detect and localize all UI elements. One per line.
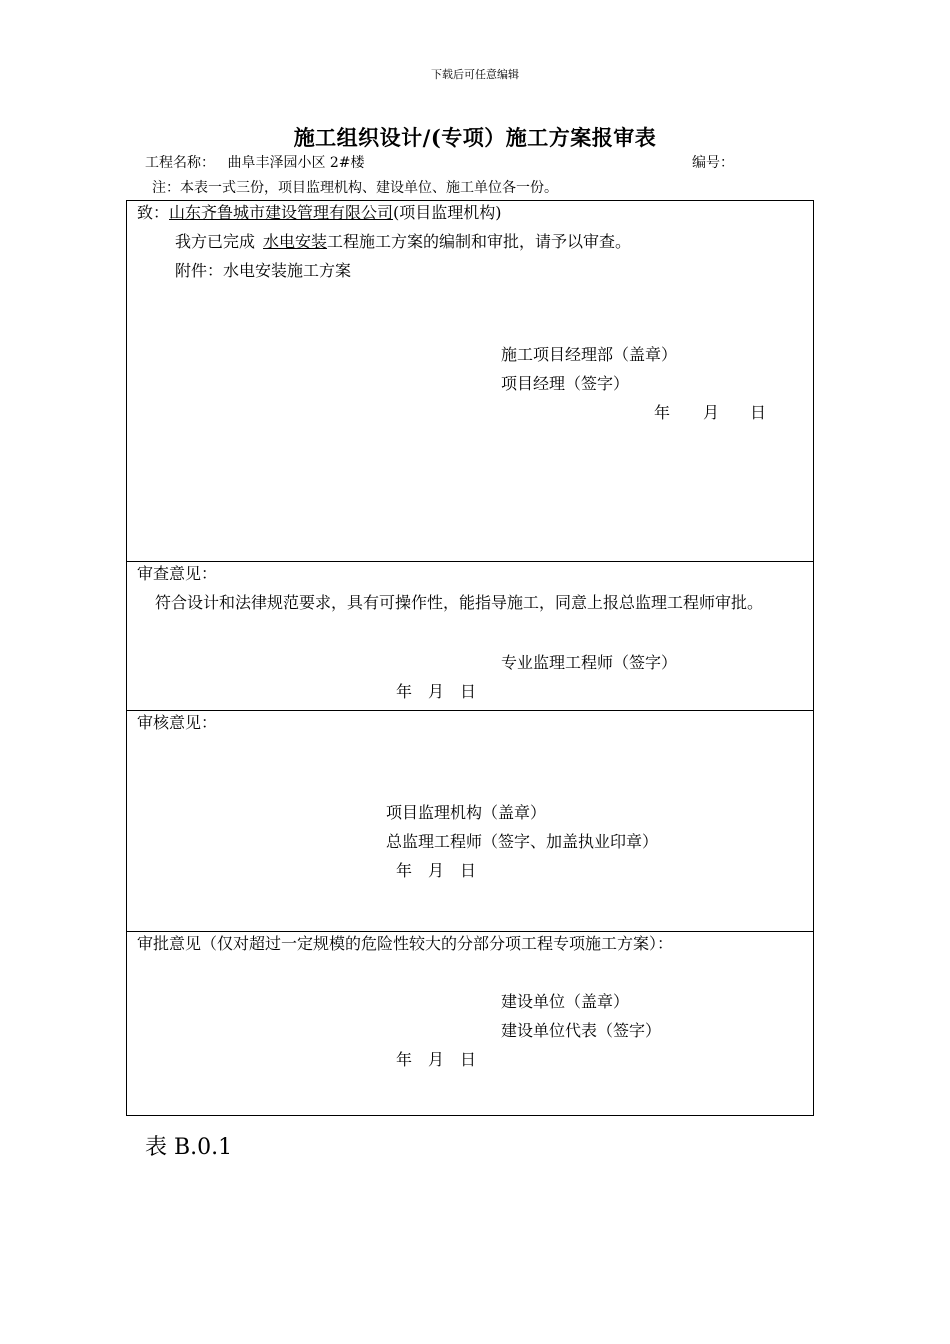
approval-form-table bbox=[126, 200, 814, 1116]
review-date: 年 月 日 bbox=[396, 682, 477, 701]
supervision-org-seal: 项目监理机构（盖章） bbox=[386, 803, 547, 822]
review-label: 审查意见： bbox=[137, 564, 218, 583]
audit-label: 审核意见： bbox=[137, 713, 218, 732]
project-name-value: 曲阜丰泽园小区 2#楼 bbox=[227, 155, 365, 171]
approval-label: 审批意见（仅对超过一定规模的危险性较大的分部分项工程专项施工方案）： bbox=[137, 934, 674, 953]
submission-section bbox=[127, 201, 813, 561]
to-label: 致： bbox=[137, 203, 170, 222]
body-item: 水电安装 bbox=[263, 232, 328, 251]
chief-engineer-signature: 总监理工程师（签字、加盖执业印章） bbox=[386, 832, 659, 851]
audit-date: 年 月 日 bbox=[396, 861, 477, 880]
project-name-row bbox=[145, 152, 365, 172]
table-number: 表 B.0.1 bbox=[145, 1135, 233, 1160]
submission-date-day: 日 bbox=[750, 403, 767, 422]
project-name-label: 工程名称： bbox=[145, 155, 215, 171]
approval-date: 年 月 日 bbox=[396, 1050, 477, 1069]
addressee-line bbox=[137, 203, 502, 223]
header-note: 下载后可任意编辑 bbox=[431, 68, 519, 81]
to-suffix: (项目监理机构) bbox=[393, 203, 502, 222]
project-number-label: 编号： bbox=[692, 155, 734, 171]
owner-seal: 建设单位（盖章） bbox=[501, 992, 630, 1011]
supervisor-org: 山东齐鲁城市建设管理有限公司 bbox=[169, 203, 394, 222]
owner-rep-signature: 建设单位代表（签字） bbox=[501, 1021, 662, 1040]
audit-section bbox=[127, 710, 813, 931]
form-title: 施工组织设计/(专项）施工方案报审表 bbox=[293, 125, 657, 150]
distribution-note: 注：本表一式三份，项目监理机构、建设单位、施工单位各一份。 bbox=[152, 180, 558, 196]
review-comment: 符合设计和法律规范要求，具有可操作性，能指导施工，同意上报总监理工程师审批。 bbox=[155, 593, 764, 612]
body-prefix: 我方已完成 bbox=[175, 232, 256, 251]
submission-body bbox=[175, 232, 631, 252]
approval-section bbox=[127, 931, 813, 1115]
submission-date-month: 月 bbox=[703, 403, 720, 422]
contractor-dept-signature: 施工项目经理部（盖章） bbox=[501, 345, 678, 364]
specialist-engineer-signature: 专业监理工程师（签字） bbox=[501, 653, 678, 672]
attachment-line: 附件：水电安装施工方案 bbox=[175, 261, 352, 280]
review-section bbox=[127, 561, 813, 710]
project-manager-signature: 项目经理（签字） bbox=[501, 374, 630, 393]
body-suffix: 工程施工方案的编制和审批，请予以审查。 bbox=[327, 232, 632, 251]
submission-date-year: 年 bbox=[654, 403, 671, 422]
